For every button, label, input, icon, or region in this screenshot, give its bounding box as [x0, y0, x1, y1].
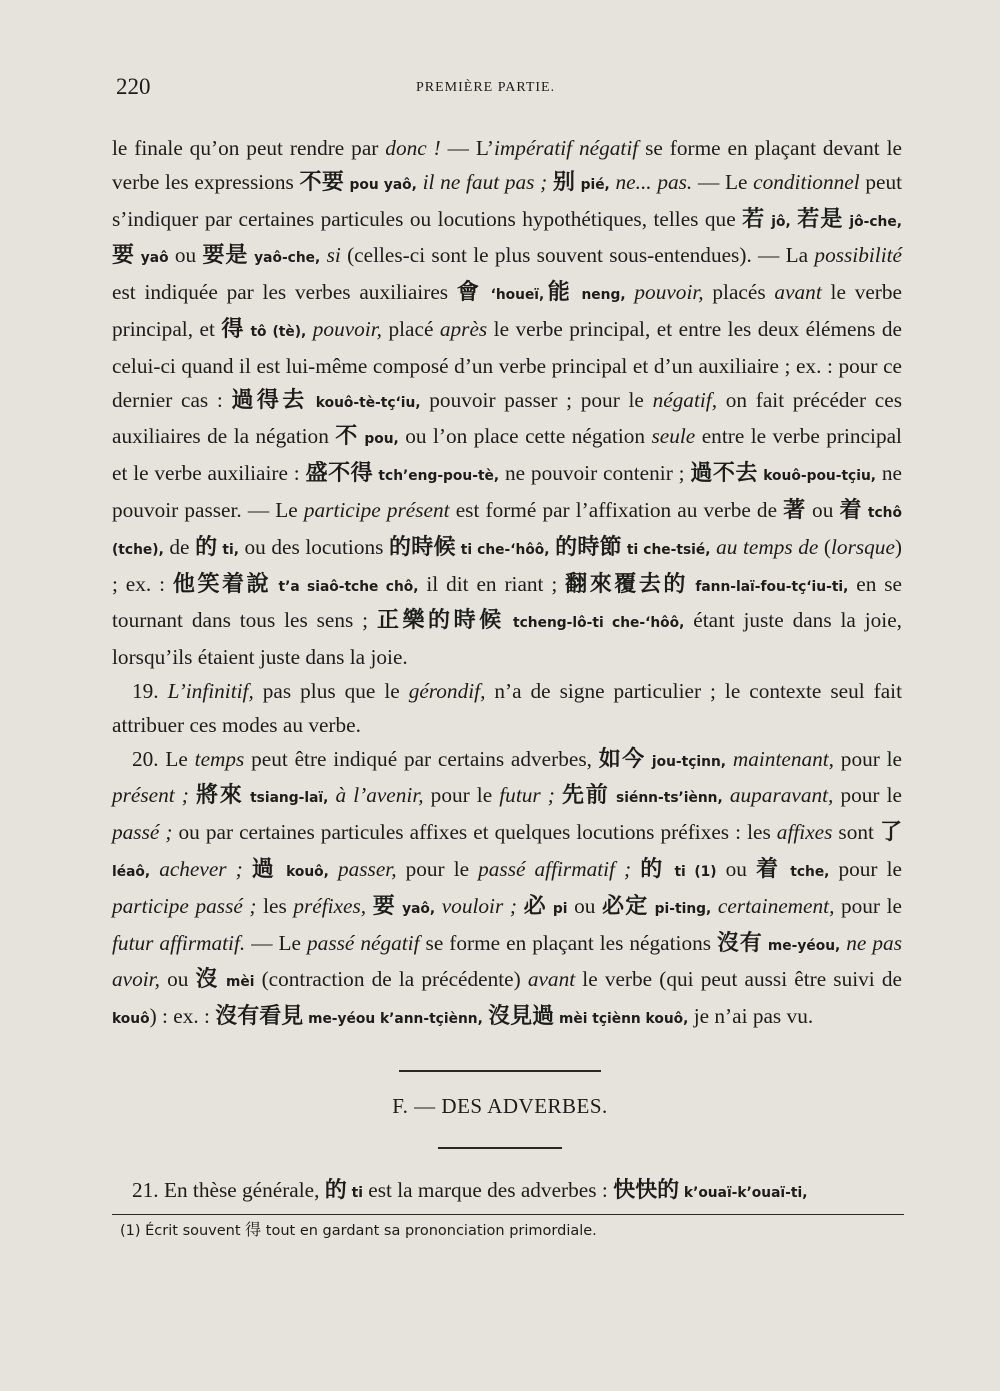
text-run	[189, 783, 196, 807]
text-run: pour le	[834, 746, 902, 771]
romanization-run: tch’eng-pou-tè,	[373, 468, 500, 485]
paragraph-19	[112, 675, 902, 743]
text-run: ) ; ex. :	[112, 534, 902, 596]
page-number: 220	[116, 74, 151, 99]
chinese-run: 將來	[195, 783, 244, 809]
section-title: F. — DES ADVERBES.	[392, 1094, 608, 1118]
italic-run: ne... pas.	[615, 169, 693, 194]
chinese-run: 的時節	[555, 534, 622, 560]
text-run	[329, 857, 338, 881]
chinese-run: 先前	[561, 783, 610, 809]
romanization-run: fann-laï-fou-tçʻiu-ti,	[687, 578, 849, 595]
romanization-run: me-yéou k’ann-tçiènn,	[303, 1011, 483, 1028]
italic-run: donc !	[385, 136, 441, 160]
romanization-run: ti (1)	[665, 863, 717, 880]
romanization-run: léaô,	[112, 863, 151, 880]
romanization-run: jou-tçinn,	[645, 753, 727, 770]
text-run: ne pouvoir passer. — Le	[112, 461, 902, 522]
italic-run: certainement,	[717, 893, 835, 918]
romanization-run: jô-che,	[843, 213, 902, 230]
text-run: il dit en riant ;	[418, 571, 566, 596]
chinese-run: 若是	[797, 206, 844, 232]
chinese-run: 的	[640, 856, 666, 882]
romanization-run: kouô-tè-tçʻiu,	[307, 394, 421, 411]
text-run: — Le	[245, 930, 308, 955]
romanization-run: kouô	[112, 1011, 150, 1028]
text-run: peut s’indiquer par certaines particules ou locutions hypothétiques, telles que	[112, 169, 903, 231]
chinese-run: 能	[544, 280, 574, 306]
romanization-run: tcheng-lô-ti che-‘hôô,	[504, 615, 685, 632]
chinese-run: 必定	[602, 893, 649, 919]
italic-run: ne pas avoir,	[112, 930, 902, 992]
chinese-run: 要	[112, 243, 135, 269]
text-run	[726, 747, 733, 771]
romanization-run: ti che-‘hôô,	[455, 541, 550, 558]
text-run: pour le	[829, 856, 902, 881]
main-text	[112, 132, 902, 1037]
italic-run: après	[439, 316, 488, 341]
chinese-run: 過	[251, 856, 278, 882]
text-run: — Le	[692, 169, 754, 194]
paragraph-imperatif	[112, 132, 902, 675]
text-run	[631, 857, 640, 881]
italic-run: au temps de	[716, 534, 819, 559]
romanization-run: kouô,	[277, 863, 329, 880]
chinese-run: 了	[879, 820, 902, 846]
chinese-run: 的時候	[389, 534, 456, 560]
romanization-run: tsiang-laï,	[243, 790, 329, 807]
romanization-run: mèi	[219, 974, 255, 991]
chinese-run: 沒有	[717, 930, 763, 956]
text-run: je n’ai pas vu.	[688, 1004, 814, 1029]
italic-run: L’infinitif,	[167, 678, 254, 703]
romanization-run: pou,	[358, 431, 399, 448]
romanization-run: jô,	[765, 213, 791, 230]
italic-run: futur affirmatif.	[112, 930, 246, 955]
italic-run: il ne faut pas ;	[422, 169, 548, 194]
running-head: PREMIÈRE PARTIE.	[416, 80, 556, 95]
text-run	[723, 783, 730, 807]
chinese-run: 過不去	[690, 461, 758, 487]
romanization-run: me-yéou,	[762, 937, 841, 954]
section-rule-top	[399, 1070, 601, 1072]
text-run: se forme en plaçant devant le verbe les expressions	[112, 136, 902, 194]
page-header	[116, 74, 910, 106]
chinese-run: 要是	[202, 243, 249, 269]
text-run: ) : ex. :	[149, 1004, 216, 1029]
romanization-run: ti,	[217, 541, 239, 558]
romanization-run: t’a siaô-tche chô,	[271, 578, 419, 595]
text-run: étant juste dans la joie, lorsqu’ils étaient juste dans la joie.	[112, 608, 902, 670]
italic-run: pouvoir,	[312, 316, 382, 341]
italic-run: présent ;	[112, 783, 189, 808]
italic-run: avant	[527, 967, 576, 992]
chinese-run: 别	[552, 169, 576, 195]
text-run: le verbe (qui peut aussi être suivi de	[575, 967, 902, 992]
romanization-run: ti che-tsié,	[621, 541, 711, 558]
romanization-run: siénn-ts’iènn,	[609, 790, 723, 807]
romanization-run: yaô-che,	[248, 250, 321, 267]
text-run: (contraction de la précédente)	[254, 967, 528, 992]
italic-run: pouvoir,	[634, 280, 704, 305]
italic-run: passer,	[337, 856, 397, 881]
italic-run: préfixes,	[293, 893, 367, 918]
text-run: en se tournant dans tous les sens ;	[112, 571, 902, 633]
paragraph-21-container	[112, 1174, 902, 1211]
italic-run: passé ;	[112, 820, 173, 845]
italic-run: si	[326, 243, 341, 268]
text-run: pour le	[833, 783, 902, 808]
text-run: (celles-ci sont le plus souvent sous-entendues). — La	[340, 243, 815, 268]
section-rule-bottom	[438, 1147, 562, 1149]
text-run: tout en gardant sa prononciation primordiale.	[261, 1223, 597, 1239]
romanization-run: mèi tçiènn kouô,	[554, 1011, 689, 1028]
text-run: pour le	[423, 783, 500, 808]
paragraph-21	[112, 1174, 902, 1211]
text-run: de	[163, 534, 196, 559]
paragraph-20	[112, 743, 902, 1037]
chinese-run: 若	[742, 206, 766, 232]
text-run: le verbe principal, et	[112, 280, 902, 341]
text-run: est indiquée par les verbes auxiliaires	[112, 280, 457, 305]
chinese-run: 的	[324, 1178, 347, 1203]
italic-run: participe passé ;	[112, 893, 257, 918]
chinese-run: 沒見過	[488, 1004, 555, 1030]
italic-run: gérondif,	[408, 678, 486, 703]
romanization-run: yaô,	[396, 900, 436, 917]
romanization-run: k’ouaï-k’ouaï-ti,	[679, 1185, 808, 1201]
italic-run: impératif négatif	[494, 136, 639, 160]
chinese-run: 着	[755, 856, 782, 882]
chinese-run: 翻來覆去的	[565, 571, 688, 597]
chinese-run: 必	[523, 893, 547, 919]
italic-run: négatif,	[652, 387, 718, 412]
romanization-run: tche,	[781, 863, 830, 880]
italic-run: temps	[194, 746, 245, 771]
text-run: entre le verbe principal et le verbe auxiliaire :	[112, 424, 902, 486]
chinese-run: 着	[839, 497, 863, 523]
text-run	[517, 894, 524, 918]
italic-run: affixes	[776, 820, 833, 845]
text-run: est formé par l’affixation au verbe de	[449, 497, 784, 522]
text-run: peut être indiqué par certains adverbes,	[244, 746, 599, 771]
text-run	[150, 857, 159, 881]
chinese-run: 盛不得	[305, 461, 374, 487]
text-run: (	[818, 534, 831, 559]
text-run: les	[256, 893, 294, 918]
chinese-run: 沒	[195, 967, 220, 993]
text-run: n’a de signe particulier ; le contexte seul fait attribuer ces modes au verbe.	[112, 678, 903, 737]
text-run: on fait précéder ces auxiliaires de la négation	[112, 387, 902, 449]
text-run: placés	[703, 280, 775, 305]
italic-run: auparavant,	[729, 783, 834, 808]
chinese-run: 的	[195, 534, 218, 560]
chinese-run: 著	[783, 497, 806, 523]
text-run: pour le	[834, 893, 902, 918]
romanization-run: ‘houeï,	[482, 287, 545, 304]
text-run: 20. Le	[132, 746, 195, 771]
chinese-run: 沒有看見	[215, 1004, 304, 1030]
romanization-run: neng,	[573, 287, 626, 304]
romanization-run: tô (tè),	[244, 323, 307, 340]
text-run: placé	[382, 316, 440, 341]
italic-run: vouloir ;	[441, 893, 517, 918]
text-run: — L’	[440, 136, 494, 160]
text-run	[435, 894, 442, 918]
text-run: ou	[805, 497, 840, 522]
romanization-run: pi-ting,	[648, 900, 712, 917]
chinese-run: 過得去	[231, 387, 308, 413]
text-run: pour le	[396, 856, 479, 881]
chinese-run: 不要	[299, 169, 345, 195]
romanization-run: pou yaô,	[344, 176, 417, 193]
text-run: 21. En thèse générale,	[132, 1178, 325, 1202]
text-run: ou	[159, 967, 196, 992]
text-run: ou l’on place cette négation	[398, 424, 652, 449]
footnote	[120, 1218, 900, 1243]
romanization-run: tchô (tche),	[112, 504, 902, 558]
text-run: 19.	[132, 678, 168, 703]
romanization-run: pié,	[575, 176, 610, 193]
chinese-run: 得	[221, 316, 245, 342]
italic-run: possibilité	[814, 243, 902, 268]
chinese-run: 要	[372, 893, 397, 919]
italic-run: passé affirmatif ;	[478, 856, 632, 881]
romanization-run: yaô	[134, 250, 169, 267]
italic-run: maintenant,	[732, 746, 835, 771]
chinese-run: 不	[335, 424, 359, 450]
text-run: ou des locutions	[238, 534, 389, 559]
italic-run: à l’avenir,	[335, 783, 424, 808]
text-run	[711, 894, 718, 918]
text-run: le verbe principal, et entre les deux élémens de celui-ci quand il est lui-même composé d’un verbe principal et d’un auxiliaire ; ex. : pour ce dernier cas :	[112, 316, 902, 412]
italic-run: seule	[651, 424, 696, 449]
text-run	[555, 783, 562, 807]
italic-run: participe présent	[303, 497, 450, 522]
chinese-run: 得	[245, 1220, 262, 1239]
text-run: le finale qu’on peut rendre par	[112, 136, 386, 160]
italic-run: lorsque	[831, 534, 895, 559]
text-run: ou	[716, 856, 756, 881]
text-run: est la marque des adverbes :	[362, 1178, 614, 1202]
romanization-run: kouô-pou-tçiu,	[757, 468, 877, 485]
chinese-run: 快快的	[613, 1178, 680, 1203]
chinese-run: 會	[456, 280, 483, 306]
text-run: ou	[567, 893, 603, 918]
text-run: se forme en plaçant les négations	[419, 930, 718, 955]
text-run: sont	[832, 820, 880, 845]
text-run	[366, 894, 373, 918]
italic-run: achever ;	[159, 856, 243, 881]
text-run: ou par certaines particules affixes et quelques locutions préfixes : les	[172, 820, 777, 845]
text-run: (1) Écrit souvent	[120, 1223, 246, 1239]
italic-run: passé négatif	[307, 930, 420, 955]
chinese-run: 他笑着說	[172, 571, 272, 597]
italic-run: conditionnel	[753, 169, 860, 194]
text-run: pouvoir passer ; pour le	[420, 387, 653, 412]
italic-run: avant	[774, 280, 822, 305]
text-run: ou	[168, 243, 203, 268]
text-run	[243, 857, 252, 881]
chinese-run: 正樂的時候	[376, 608, 505, 634]
romanization-run: pi	[546, 900, 568, 917]
footnote-rule	[112, 1214, 904, 1215]
text-run: ne pouvoir contenir ;	[499, 461, 691, 486]
chinese-run: 如今	[598, 746, 646, 772]
italic-run: futur ;	[499, 783, 555, 808]
romanization-run: ti	[346, 1185, 363, 1201]
text-run: pas plus que le	[253, 678, 409, 703]
